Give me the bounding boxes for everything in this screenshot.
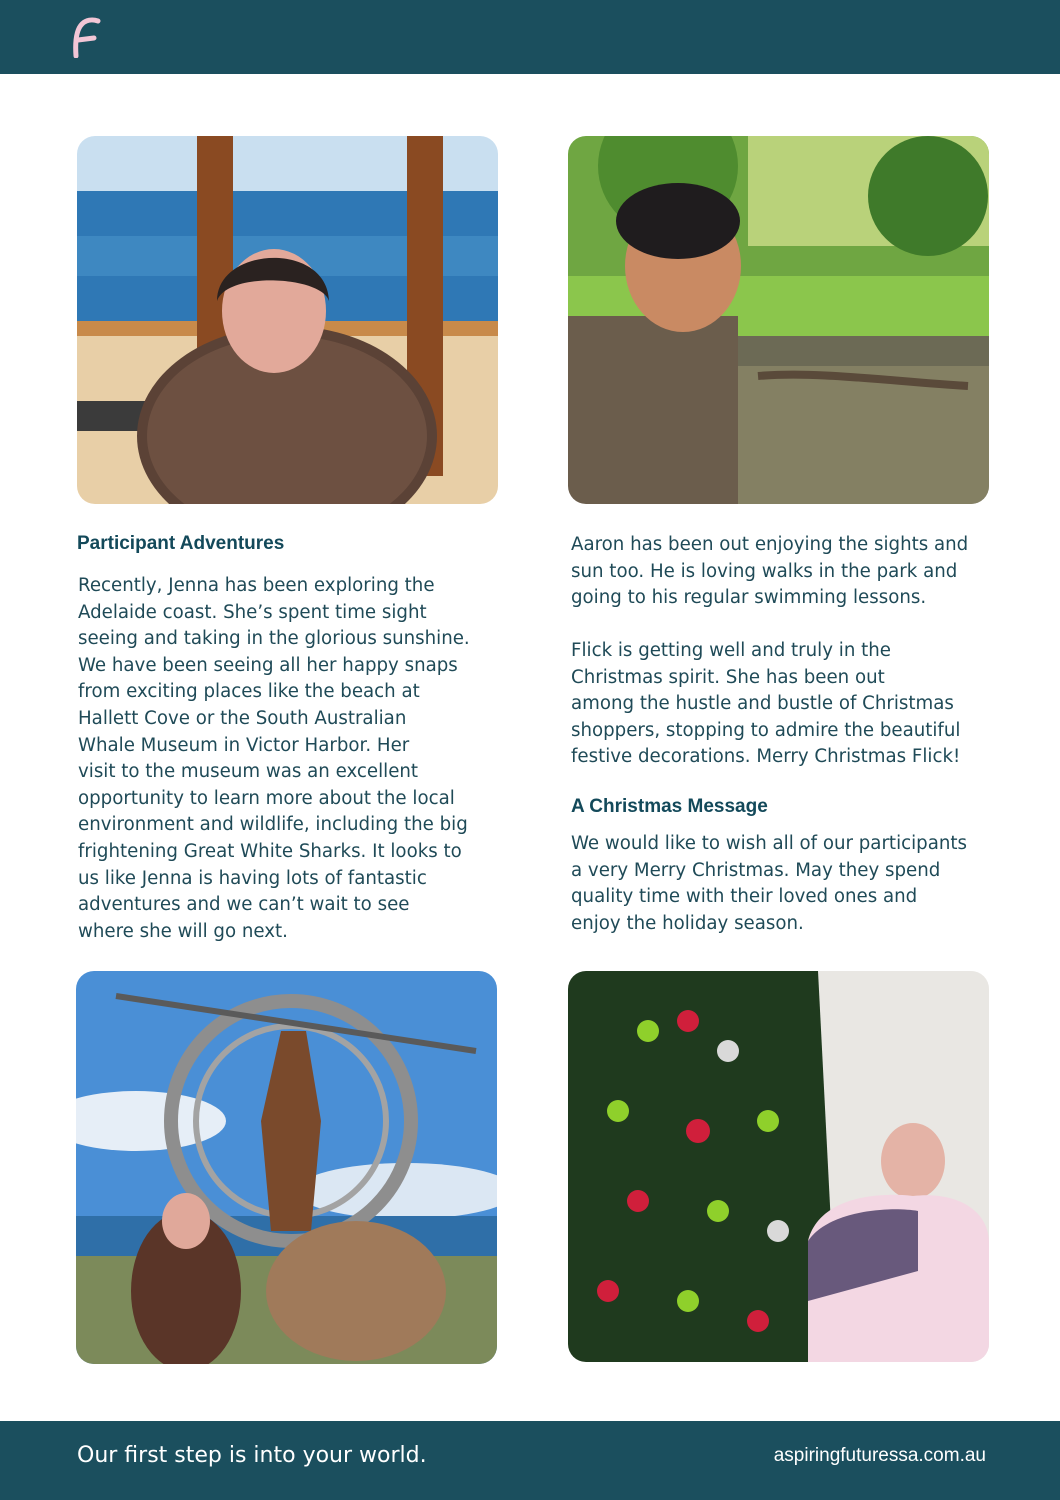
photo-flick-christmas-tree (568, 971, 989, 1362)
photo-aaron-creek (568, 136, 989, 504)
footer-bar (0, 1421, 1060, 1500)
photo-jenna-coast (77, 136, 498, 504)
christmas-message-heading: A Christmas Message (571, 796, 768, 817)
aaron-story-paragraph: Aaron has been out enjoying the sights and sun too. He is loving walks in the park and going to his regular swimming lessons. (571, 534, 969, 609)
footer-tagline: Our first step is into your world. (77, 1443, 427, 1468)
top-header-bar (0, 0, 1060, 74)
flick-story-paragraph: Flick is getting well and truly in the Christmas spirit. She has been out among the hustle and bustle of Christmas shoppers, stopping to admire the beautiful festive decorations. Merry Christmas Flick! (571, 640, 961, 768)
participant-adventures-heading: Participant Adventures (77, 533, 285, 554)
brand-logo-icon[interactable] (72, 16, 102, 58)
jenna-story-paragraph: Recently, Jenna has been exploring the Adelaide coast. She’s spent time sight seeing and taking in the glorious sunshine. We have been seeing all her happy snaps from exciting places like the beach at Hallett Cove or the South Australian Whale Museum in Victor Harbor. Her visit to the museum was an excellent opportunity to learn more about the local environment and wildlife, including the big frightening Great White Sharks. It looks to us like Jenna is having lots of fantastic adventures and we can’t wait to see where she will go next. (78, 575, 470, 942)
photo-jenna-sculpture (76, 971, 497, 1364)
website-link[interactable]: aspiringfuturessa.com.au (773, 1445, 986, 1466)
christmas-message-paragraph: We would like to wish all of our participants a very Merry Christmas. May they spend quality time with their loved ones and enjoy the holiday season. (571, 833, 967, 934)
